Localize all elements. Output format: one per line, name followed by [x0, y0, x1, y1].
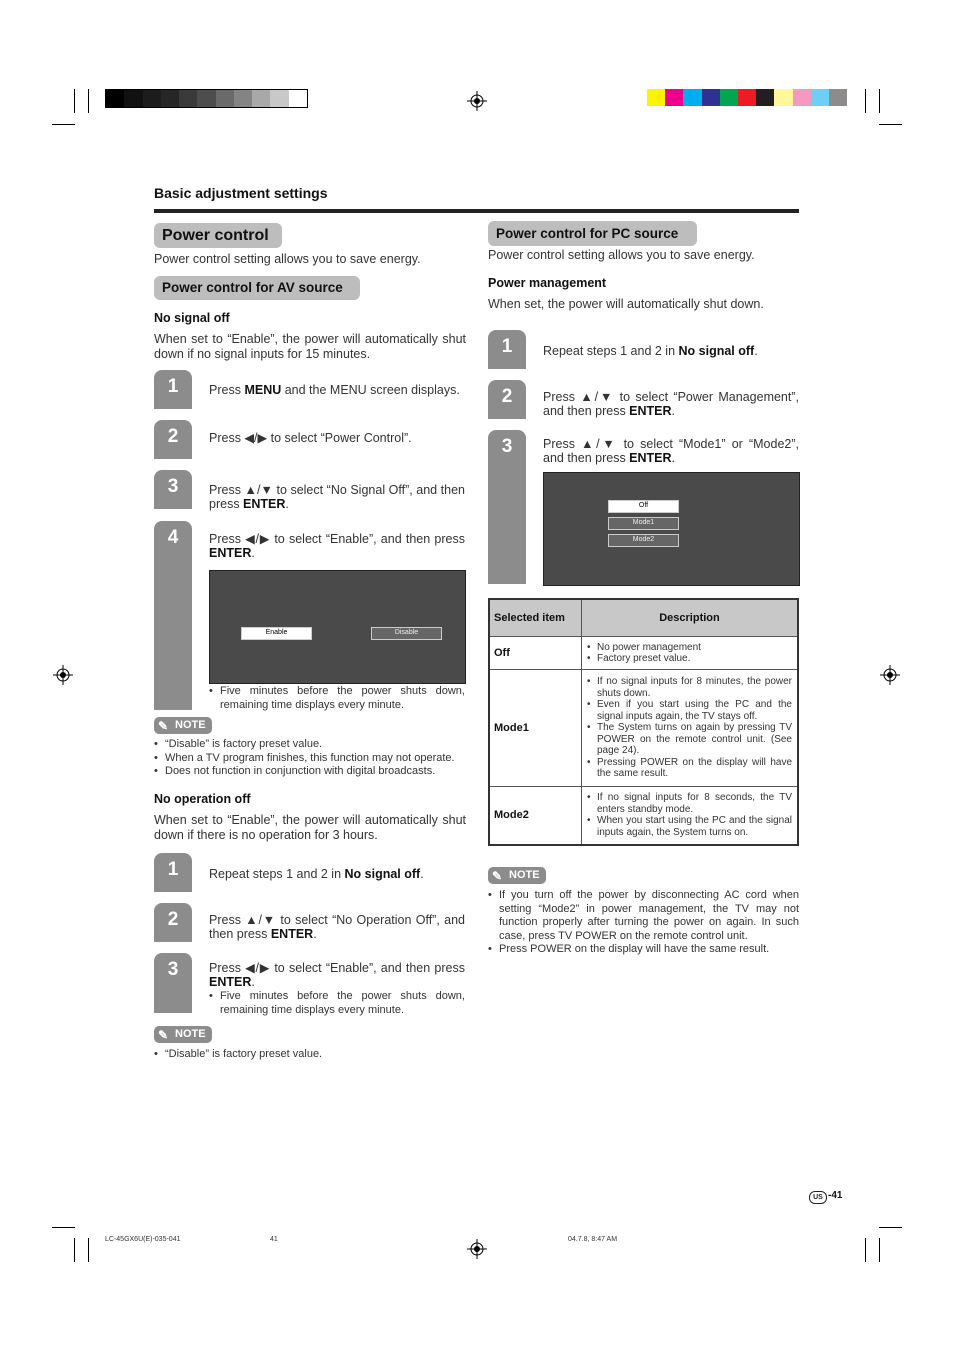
table-cell-description: • If no signal inputs for 8 minutes, the power shuts down. • Even if you start using the PC and the signal inputs again, the TV stays off. • The System turns on again by pressing TV POWER on the remote control unit. (See page 24). • Pressing POWER on the display will have the same result. [582, 670, 799, 787]
power-management-table [488, 598, 799, 846]
step-number: 2 [167, 909, 179, 930]
section-title: Basic adjustment settings [154, 185, 328, 201]
crop-mark [879, 89, 880, 113]
pencil-icon: ✎ [158, 719, 169, 733]
note-item: • “Disable” is factory preset value. [154, 1048, 466, 1062]
page-number-badge: US [809, 1191, 827, 1204]
color-swatch [665, 89, 683, 106]
table-row [489, 637, 798, 670]
color-swatch [106, 90, 124, 107]
step-note-item: • Five minutes before the power shuts down, remaining time displays every minute. [209, 685, 465, 712]
note-list [154, 1048, 466, 1062]
step-text: Press ◀/▶ to select “Enable”, and then press ENTER. [209, 532, 465, 560]
table-row [489, 670, 798, 787]
note-item: • If you turn off the power by disconnecting AC cord when setting “Mode2” in power management, the TV may not function properly after turning the power on again. In such case, press TV POWER on the remote control unit. [488, 889, 799, 943]
step-text: Press ◀/▶ to select “Enable”, and then press ENTER. [209, 961, 465, 989]
color-swatch [702, 89, 720, 106]
pencil-icon: ✎ [158, 1028, 169, 1042]
crop-mark [52, 1227, 75, 1228]
step-text: Press ▲/▼ to select “No Signal Off”, and then press ENTER. [209, 483, 465, 511]
table-cell-item: Off [489, 637, 582, 670]
crop-mark [879, 1227, 902, 1228]
color-swatch [756, 89, 774, 106]
crop-mark [879, 1238, 880, 1262]
disable-option[interactable]: Disable [371, 627, 442, 640]
mode2-option[interactable]: Mode2 [608, 534, 679, 547]
crop-mark [879, 124, 902, 125]
color-swatch [143, 90, 161, 107]
step-number: 1 [501, 336, 513, 357]
header-rule [154, 209, 799, 213]
step-number: 3 [167, 959, 179, 980]
table-row [489, 787, 798, 845]
step-text: Press ▲/▼ to select “No Operation Off”, and then press ENTER. [209, 913, 465, 941]
pc-intro-text: Power control setting allows you to save energy. [488, 248, 755, 262]
registration-mark-icon [467, 91, 487, 111]
color-swatch [720, 89, 738, 106]
color-swatch [793, 89, 811, 106]
crop-mark [52, 124, 75, 125]
color-swatch [161, 90, 179, 107]
pc-source-title: Power control for PC source [488, 221, 697, 246]
step-text: Press ▲/▼ to select “Power Management”, and then press ENTER. [543, 390, 799, 418]
crop-mark [88, 89, 89, 113]
step-number: 3 [167, 476, 179, 497]
table-cell-description: • If no signal inputs for 8 seconds, the TV enters standby mode. • When you start using the PC and the signal inputs again, the System turns on. [582, 787, 799, 845]
note-badge: ✎ NOTE [154, 1026, 212, 1043]
color-swatch [270, 90, 288, 107]
step-text: Press ▲/▼ to select “Mode1” or “Mode2”, and then press ENTER. [543, 437, 799, 465]
note-item: • Does not function in conjunction with digital broadcasts. [154, 765, 466, 779]
no-operation-desc: When set to “Enable”, the power will automatically shut down if there is no operation for 3 hours. [154, 813, 466, 842]
note-badge: ✎ NOTE [488, 867, 546, 884]
column-header-item: Selected item [489, 599, 582, 637]
color-swatch [811, 89, 829, 106]
sheet-number: 41 [270, 1236, 278, 1243]
color-swatch [829, 89, 847, 106]
step-text: Press MENU and the MENU screen displays. [209, 383, 460, 397]
registration-mark-icon [880, 665, 900, 685]
step-text: Repeat steps 1 and 2 in No signal off. [209, 867, 424, 881]
color-swatch [289, 90, 307, 107]
color-swatch [252, 90, 270, 107]
table-cell-description: • No power management • Factory preset value. [582, 637, 799, 670]
av-source-title: Power control for AV source [154, 276, 360, 300]
gray-scale-bar [105, 89, 308, 108]
print-timestamp: 04.7.8, 8:47 AM [568, 1236, 618, 1243]
column-header-description: Description [582, 599, 799, 637]
registration-mark-icon [53, 665, 73, 685]
table-cell-item: Mode1 [489, 670, 582, 787]
color-swatch [124, 90, 142, 107]
file-code: LC-45GX6U(E)-035-041 [105, 1236, 181, 1243]
crop-mark [865, 89, 866, 113]
step-number: 2 [167, 426, 179, 447]
color-swatch [738, 89, 756, 106]
step-number: 1 [167, 859, 179, 880]
step-marker [154, 521, 192, 710]
note-list [488, 889, 799, 957]
color-swatch [179, 90, 197, 107]
step-text: Press ◀/▶ to select “Power Control”. [209, 431, 412, 445]
step-number: 2 [501, 386, 513, 407]
step-note [209, 990, 465, 1017]
pencil-icon: ✎ [492, 869, 503, 883]
page-title: Power control [154, 223, 282, 248]
power-management-heading: Power management [488, 276, 607, 290]
mode1-option[interactable]: Mode1 [608, 517, 679, 530]
note-badge: ✎ NOTE [154, 717, 212, 734]
crop-mark [74, 1238, 75, 1262]
no-signal-desc: When set to “Enable”, the power will automatically shut down if no signal inputs for 15 minutes. [154, 332, 466, 361]
table-header-row [489, 599, 798, 637]
page-number: -41 [828, 1190, 843, 1201]
color-swatch [216, 90, 234, 107]
power-management-desc: When set, the power will automatically shut down. [488, 297, 764, 311]
step-text: Repeat steps 1 and 2 in No signal off. [543, 344, 758, 358]
step-number: 3 [501, 436, 513, 457]
color-swatch [197, 90, 215, 107]
color-swatch [683, 89, 701, 106]
note-item: • “Disable” is factory preset value. [154, 738, 466, 752]
step-number: 1 [167, 376, 179, 397]
no-signal-heading: No signal off [154, 311, 230, 325]
table-cell-item: Mode2 [489, 787, 582, 845]
crop-mark [88, 1238, 89, 1262]
crop-mark [865, 1238, 866, 1262]
note-item: • When a TV program finishes, this function may not operate. [154, 752, 466, 766]
color-scale-bar [647, 89, 847, 106]
note-item: • Press POWER on the display will have the same result. [488, 943, 799, 957]
crop-mark [74, 89, 75, 113]
off-option[interactable]: Off [608, 500, 679, 513]
step-note-item: • Five minutes before the power shuts down, remaining time displays every minute. [209, 990, 465, 1017]
intro-text: Power control setting allows you to save energy. [154, 252, 421, 266]
step-number: 4 [167, 527, 179, 548]
color-swatch [647, 89, 665, 106]
step-note [209, 685, 465, 712]
note-list [154, 738, 466, 779]
color-swatch [234, 90, 252, 107]
no-operation-heading: No operation off [154, 792, 251, 806]
registration-mark-icon [467, 1239, 487, 1259]
color-swatch [774, 89, 792, 106]
enable-option[interactable]: Enable [241, 627, 312, 640]
